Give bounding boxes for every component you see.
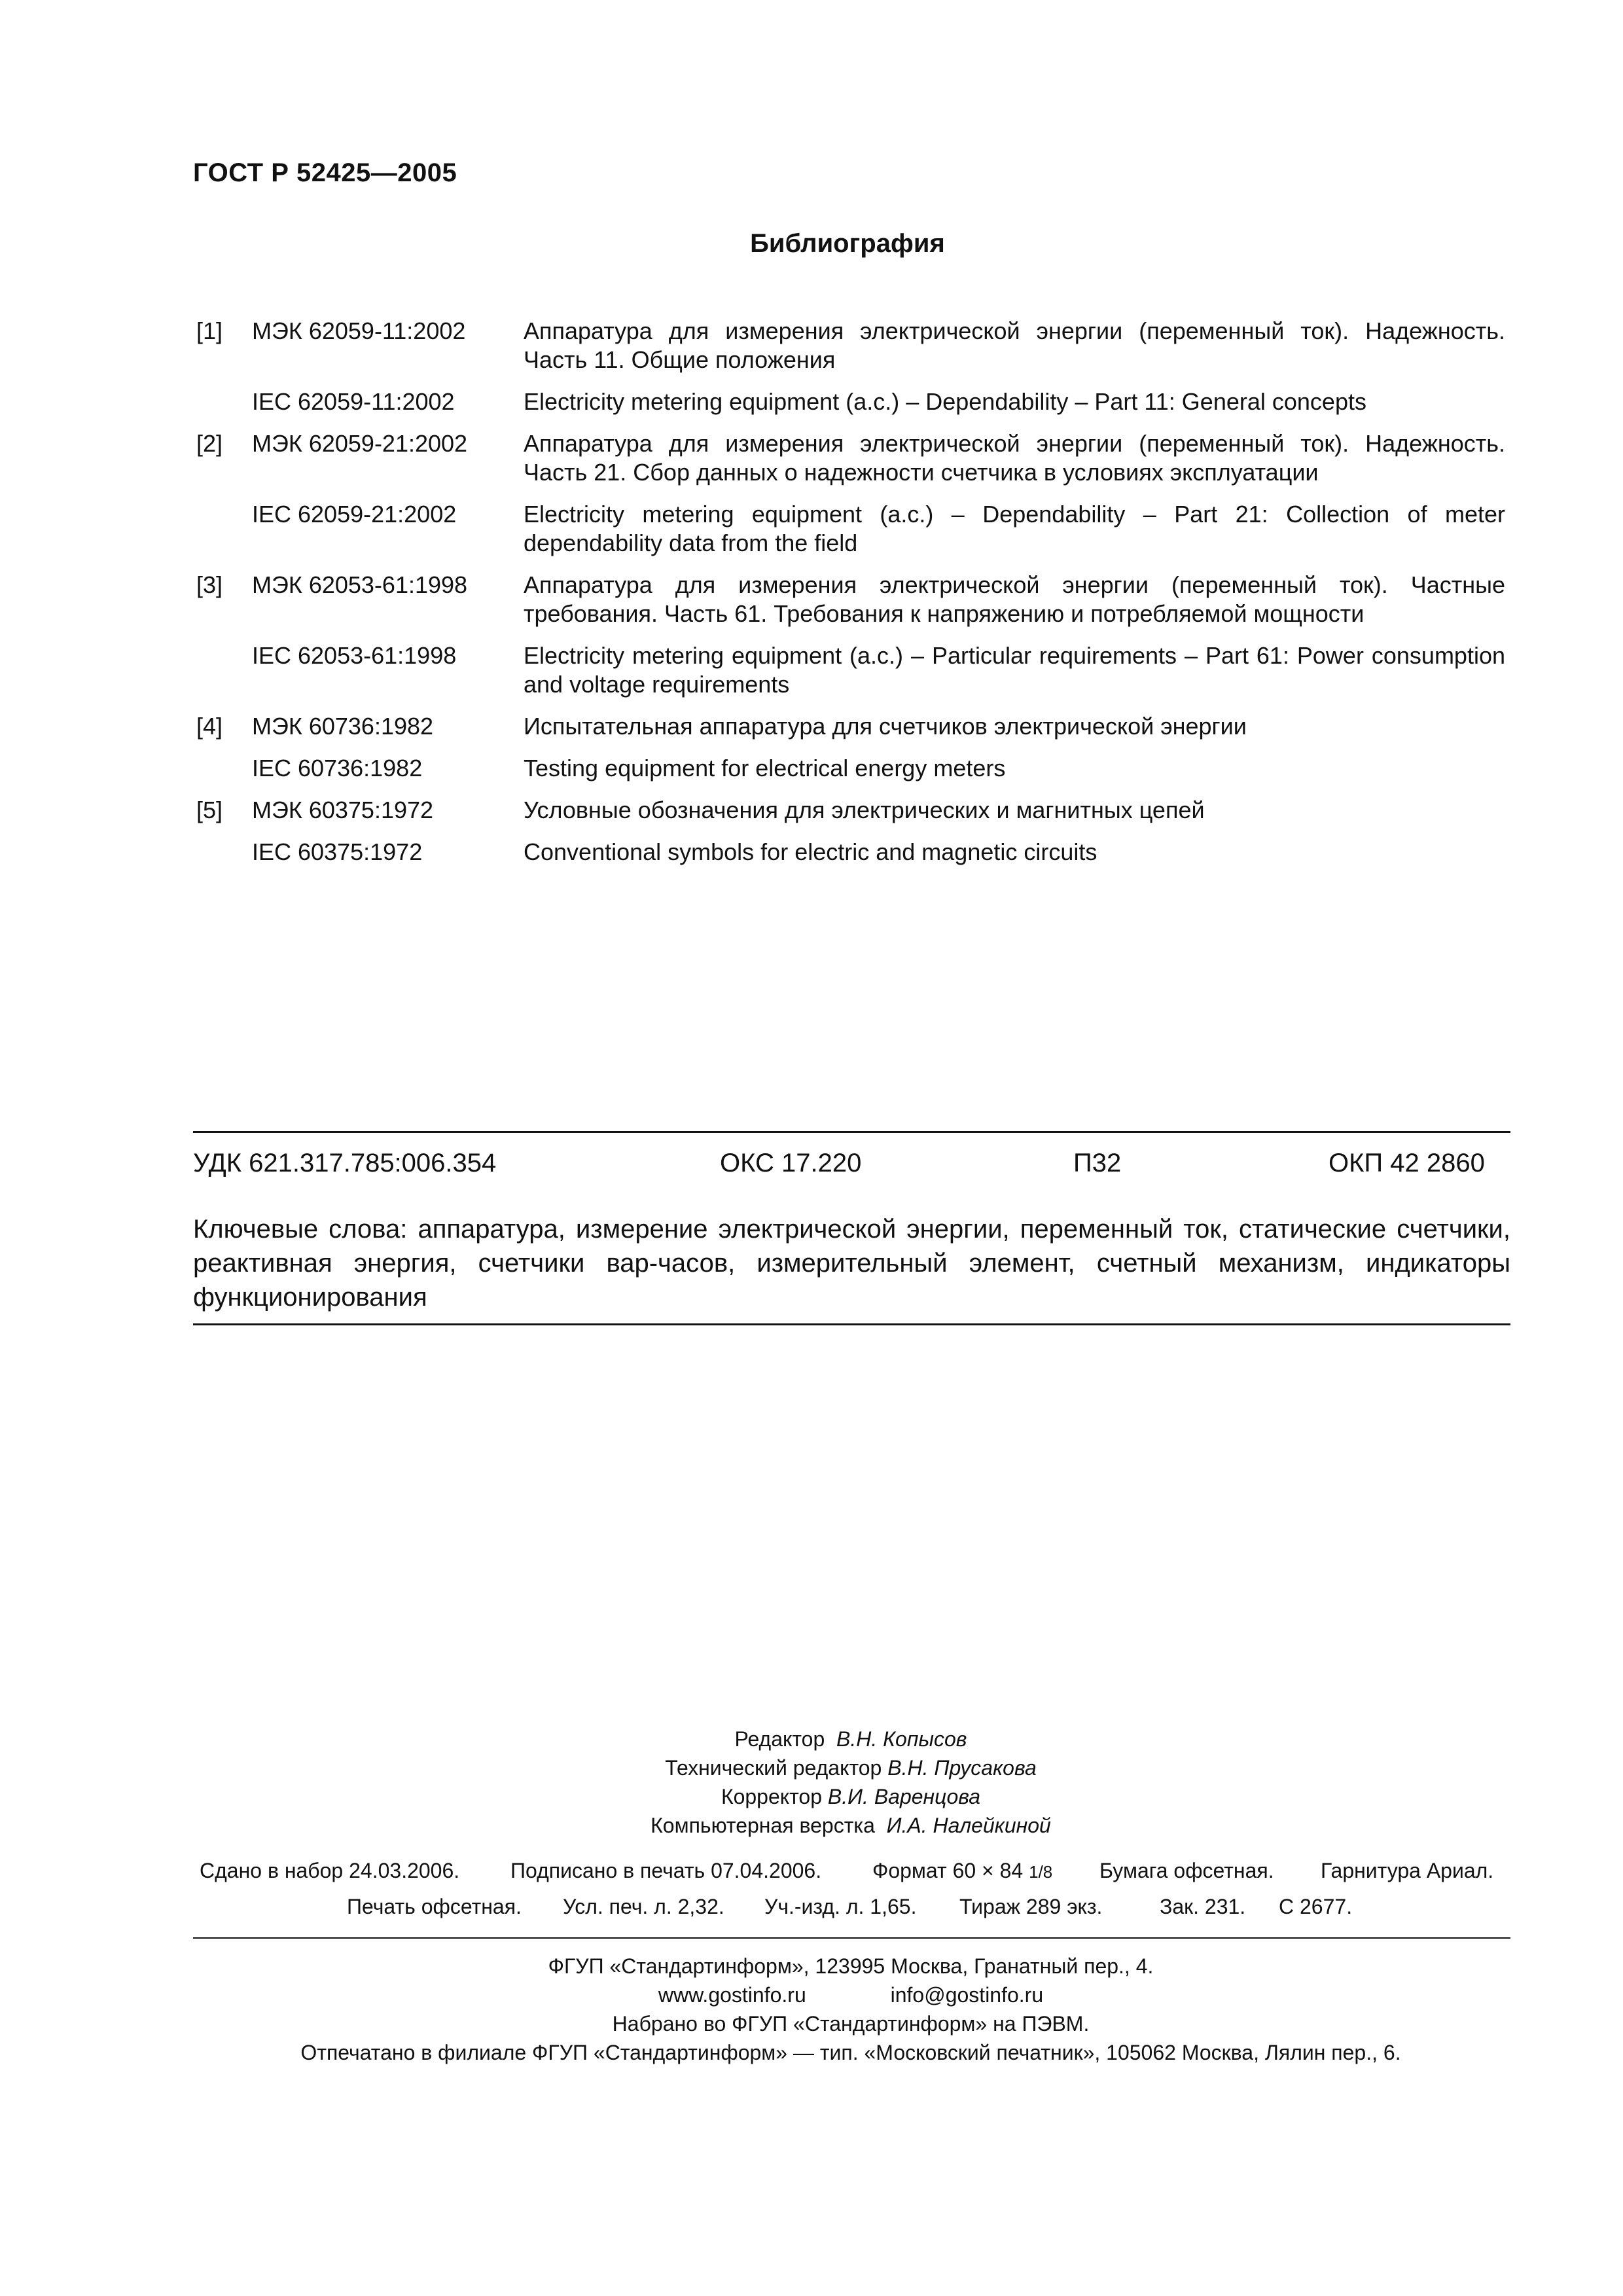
bibliography-entry <box>196 429 1505 487</box>
bibliography-entry <box>196 712 1505 741</box>
credit-line <box>0 1753 1623 1782</box>
bibliography-entry <box>196 317 1505 374</box>
keywords: Ключевые слова: аппаратура, измерение электрической энергии, переменный ток, статические счетчики, реактивная энергия, счетчики вар-часов, измерительный элемент, счетный механизм, индикаторы функционирования <box>193 1215 1510 1312</box>
paper-type: Бумага офсетная. <box>1099 1859 1274 1882</box>
divider-top <box>193 1131 1510 1133</box>
entry-title: Аппаратура для измерения электрической энергии (переменный ток). Надежность. Часть 11. Общие положения <box>524 317 1505 373</box>
typeface: Гарнитура Ариал. <box>1321 1859 1494 1882</box>
credit-name: В.И. Варенцова <box>827 1785 981 1808</box>
bibliography-heading: Библиография <box>750 229 945 258</box>
credit-line <box>0 1725 1623 1753</box>
signed-date: Подписано в печать 07.04.2006. <box>510 1859 822 1882</box>
printed-note: Отпечатано в филиале ФГУП «Стандартинформ» — тип. «Московский печатник», 105062 Москва, Лялин пер., 6. <box>300 2041 1401 2064</box>
credit-role: Технический редактор <box>665 1756 882 1780</box>
credit-name: В.Н. Прусакова <box>887 1756 1037 1780</box>
entry-number: [2] <box>196 430 223 457</box>
entry-number: [4] <box>196 713 223 740</box>
submitted-date: Сдано в набор 24.03.2006. <box>200 1859 460 1882</box>
udk-code: УДК 621.317.785:006.354 <box>193 1149 497 1177</box>
divider-keywords <box>193 1323 1510 1325</box>
entry-number: [5] <box>196 797 223 823</box>
bibliography-entry <box>196 838 1505 867</box>
entry-title: Условные обозначения для электрических и магнитных цепей <box>524 797 1205 823</box>
entry-title: Electricity metering equipment (a.c.) – Particular requirements – Part 61: Power consumption and voltage requirements <box>524 642 1505 698</box>
entry-title: Аппаратура для измерения электрической энергии (переменный ток). Надежность. Часть 21. Сбор данных о надежности счетчика в условиях эксплуатации <box>524 430 1505 486</box>
entry-code: IEC 62053-61:1998 <box>252 642 457 669</box>
bibliography-entry <box>196 754 1505 783</box>
typeset-note: Набрано во ФГУП «Стандартинформ» на ПЭВМ. <box>612 2012 1090 2036</box>
entry-title: Conventional symbols for electric and magnetic circuits <box>524 838 1097 865</box>
entry-title: Аппаратура для измерения электрической энергии (переменный ток). Частные требования. Часть 61. Требования к напряжению и потребляемой мощности <box>524 571 1505 627</box>
publisher-block <box>0 1952 1623 2067</box>
edit-sheets: Уч.-изд. л. 1,65. <box>764 1895 917 1918</box>
email-link[interactable]: info@gostinfo.ru <box>890 1983 1044 2007</box>
entry-code: МЭК 62059-21:2002 <box>252 430 468 457</box>
entry-title: Testing equipment for electrical energy meters <box>524 755 1006 781</box>
entry-title: Electricity metering equipment (a.c.) – Dependability – Part 21: Collection of meter dependability data from the field <box>524 501 1505 556</box>
entry-code: МЭК 60375:1972 <box>252 797 434 823</box>
entry-code: МЭК 62053-61:1998 <box>252 571 468 598</box>
paper-format <box>872 1859 1052 1883</box>
format-fraction: 1/8 <box>1029 1862 1053 1882</box>
credit-role: Редактор <box>734 1727 825 1751</box>
entry-number: [1] <box>196 317 223 344</box>
entry-title: Испытательная аппаратура для счетчиков электрической энергии <box>524 713 1247 740</box>
p-code: П32 <box>1073 1149 1122 1177</box>
credit-line <box>0 1811 1623 1840</box>
print-sheets: Усл. печ. л. 2,32. <box>563 1895 724 1918</box>
entry-title: Electricity metering equipment (a.c.) – Dependability – Part 11: General concepts <box>524 388 1366 415</box>
publisher-address: ФГУП «Стандартинформ», 123995 Москва, Гранатный пер., 4. <box>548 1954 1154 1978</box>
entry-number: [3] <box>196 571 223 598</box>
bibliography-entry <box>196 571 1505 628</box>
credit-line <box>0 1782 1623 1811</box>
bibliography-entry <box>196 387 1505 416</box>
bibliography-entry <box>196 641 1505 699</box>
format-prefix: Формат 60 × 84 <box>872 1859 1024 1882</box>
entry-code: IEC 60736:1982 <box>252 755 423 781</box>
bibliography-list <box>196 317 1505 880</box>
divider-bottom <box>193 1937 1510 1939</box>
document-number: ГОСТ Р 52425—2005 <box>193 158 457 187</box>
publisher-contacts <box>0 1981 1623 2009</box>
order-number: Зак. 231. <box>1160 1895 1246 1918</box>
credits-block <box>0 1725 1623 1840</box>
entry-code: IEC 62059-11:2002 <box>252 388 455 415</box>
entry-code: IEC 60375:1972 <box>252 838 423 865</box>
oks-code: ОКС 17.220 <box>720 1149 862 1177</box>
credit-name: И.А. Налейкиной <box>886 1814 1051 1837</box>
credit-role: Корректор <box>721 1785 823 1808</box>
print-type: Печать офсетная. <box>347 1895 522 1918</box>
bibliography-entry <box>196 500 1505 558</box>
entry-code: МЭК 60736:1982 <box>252 713 434 740</box>
okp-code: ОКП 42 2860 <box>1329 1149 1485 1177</box>
entry-code: IEC 62059-21:2002 <box>252 501 457 528</box>
circulation: Тираж 289 экз. <box>959 1895 1103 1918</box>
bibliography-entry <box>196 796 1505 825</box>
website-link[interactable]: www.gostinfo.ru <box>658 1983 806 2007</box>
code-number: С 2677. <box>1279 1895 1353 1918</box>
credit-role: Компьютерная верстка <box>651 1814 875 1837</box>
entry-code: МЭК 62059-11:2002 <box>252 317 466 344</box>
credit-name: В.Н. Копысов <box>836 1727 967 1751</box>
